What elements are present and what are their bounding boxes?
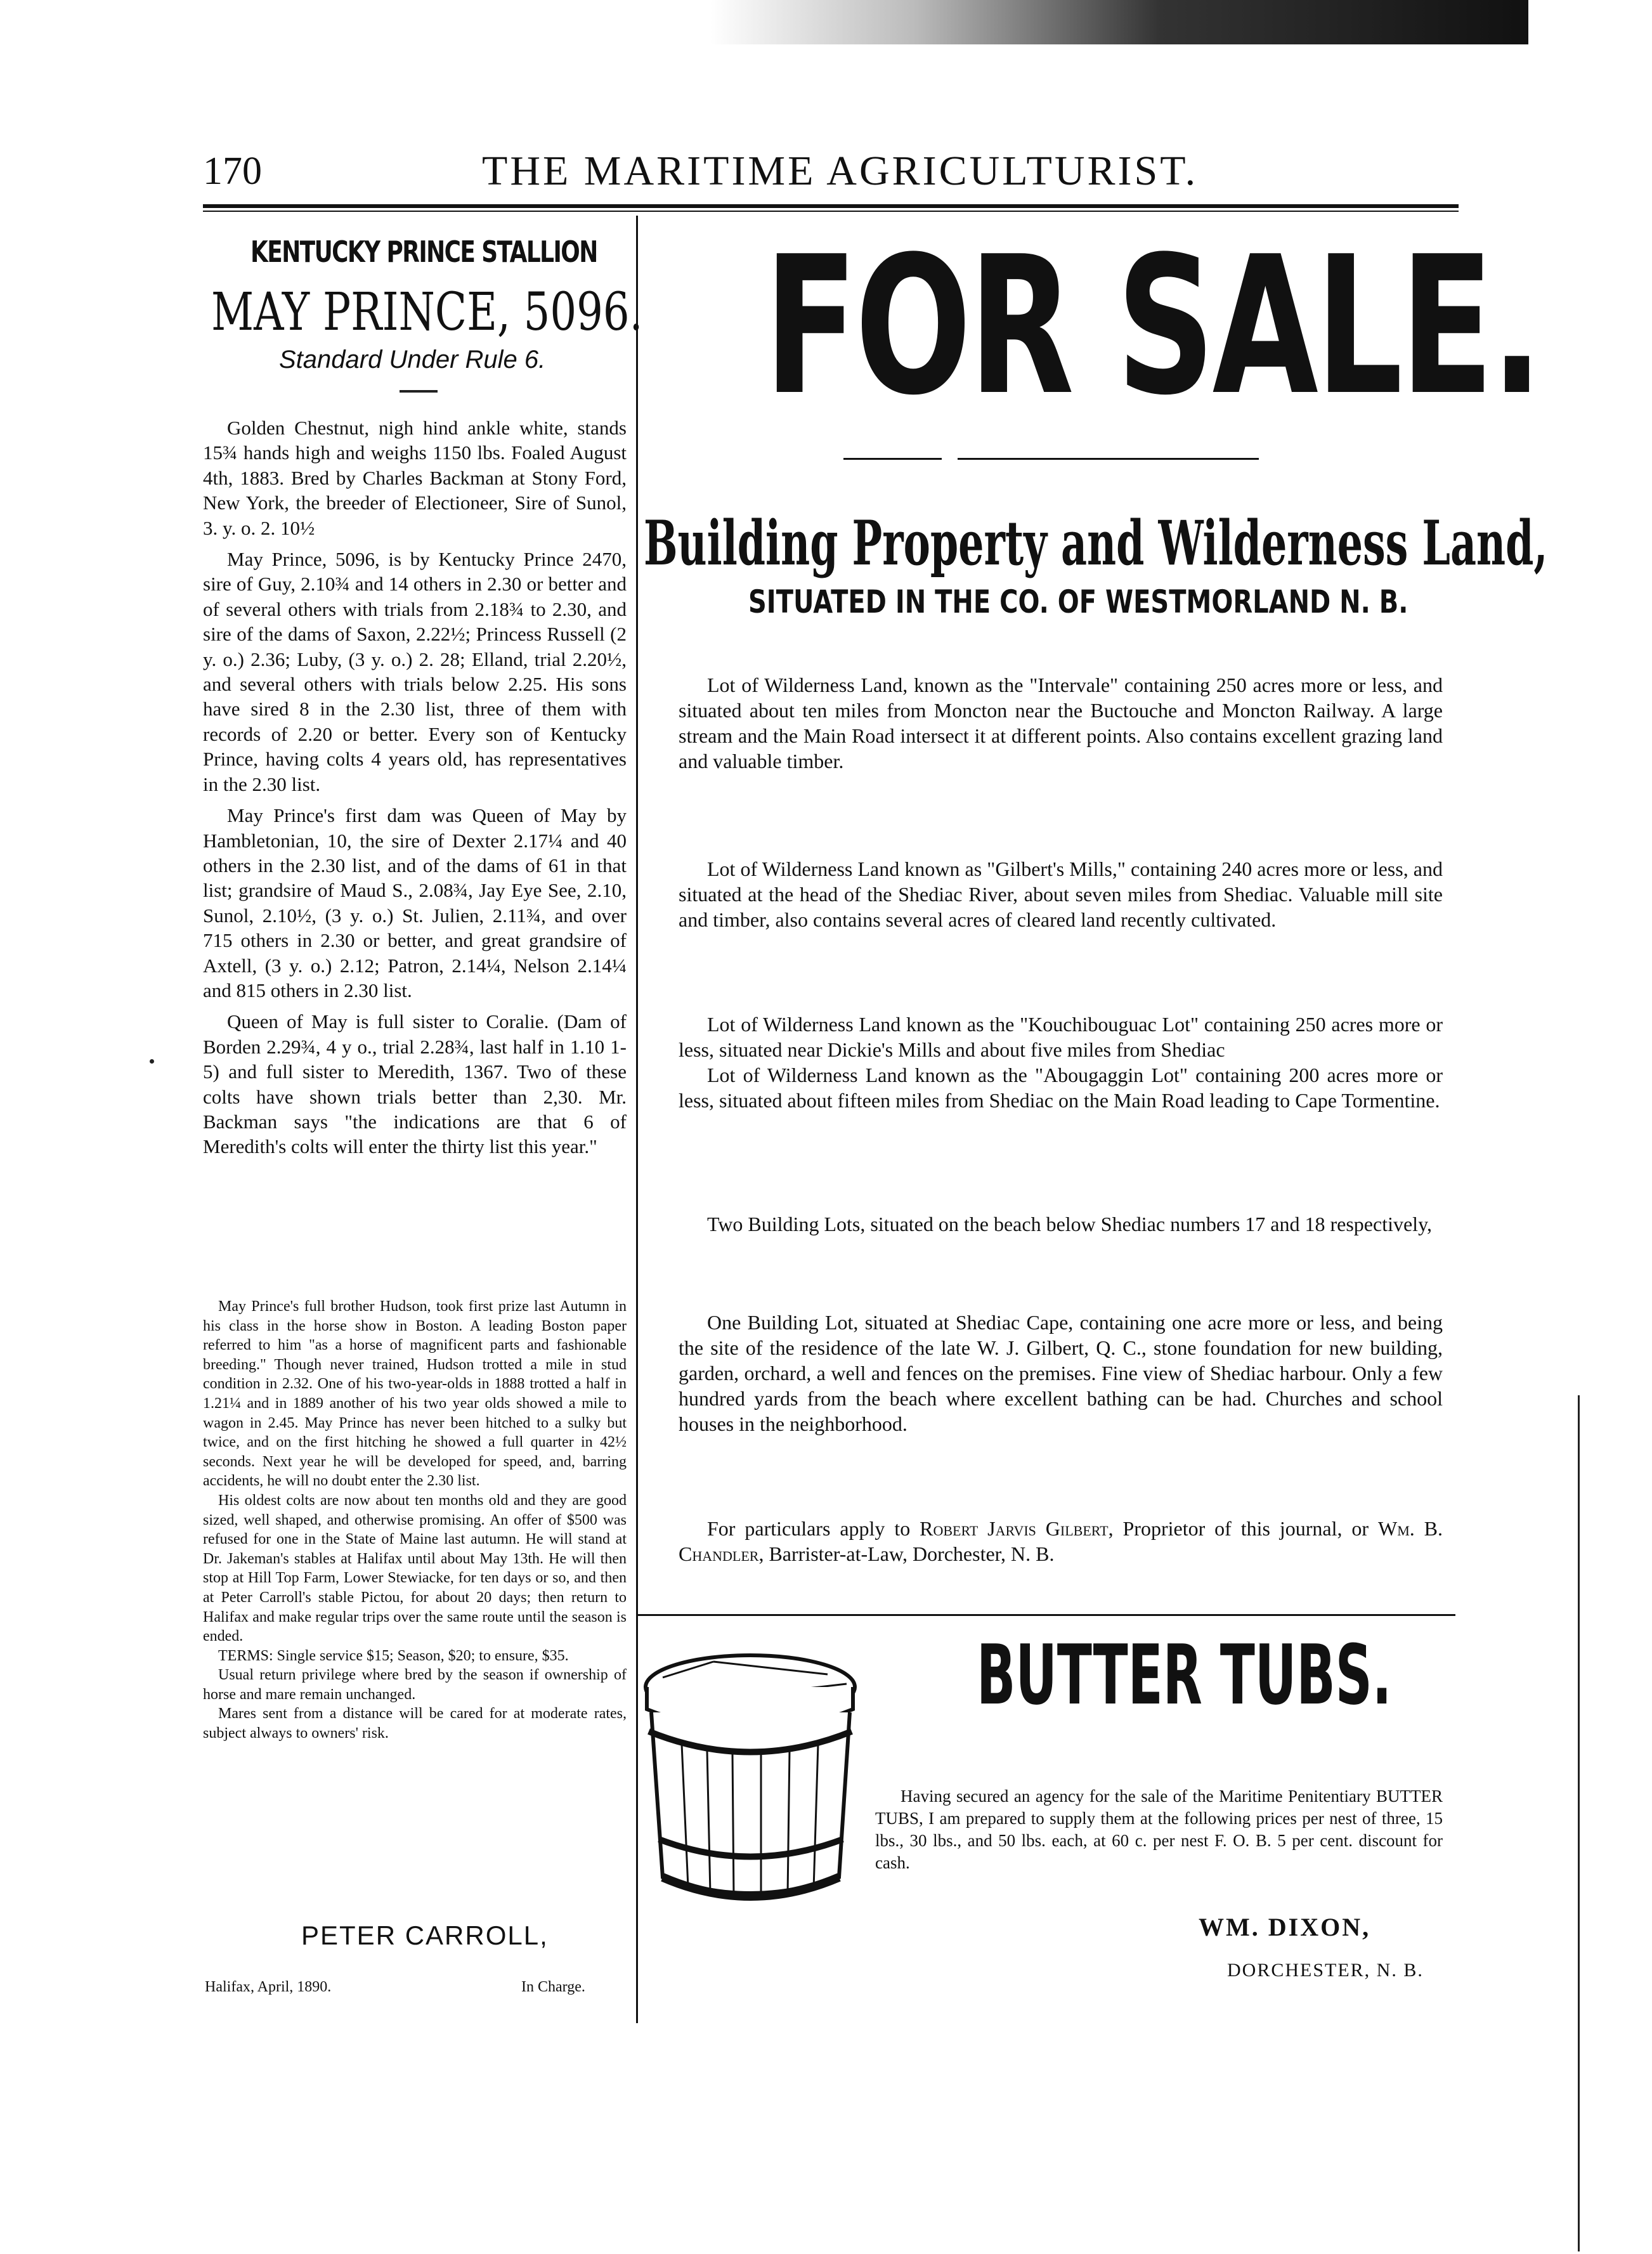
lot-kouchibouguac: [679, 1012, 1443, 1113]
scan-edge-shadow: [710, 0, 1528, 44]
stallion-paragraph: May Prince's first dam was Queen of May by Hambletonian, 10, the sire of Dexter 2.17¼ and 40 others in the 2.30 list, and of the dams of 61 in that list; grandsire of Maud S., 2.08¾, Jay Eye See, 2.10, Sunol, 2.10½, (3 y. o.) St. Julien, 2.11¾, and over 715 others in 2.30 or better, and great grandsire of Axtell, (3 y. o.) 2.12; Patron, 2.14¼, Nelson 2.14¼ and 815 others in 2.30 list.: [203, 804, 627, 1001]
stallion-signature: PETER CARROLL,: [301, 1920, 549, 1950]
stallion-standard: Standard Under Rule 6.: [279, 346, 546, 374]
contact-suffix: Barrister-at-Law, Dorchester, N. B.: [764, 1542, 1055, 1565]
butter-tubs-text: [875, 1785, 1443, 1874]
butter-tubs-headline: BUTTER TUBS.: [977, 1627, 1392, 1723]
for-sale-contact: [679, 1516, 1443, 1567]
short-rule: [400, 390, 438, 393]
lot-description: Lot of Wilderness Land known as the "Kouchibouguac Lot" containing 250 acres more or less, situated near Dickie's Mills and about five miles from Shediac: [679, 1013, 1443, 1061]
butter-tubs-advertiser: WM. DIXON,: [1199, 1913, 1371, 1941]
stallion-small-paragraph: Mares sent from a distance will be cared for at moderate rates, subject always to owners' risk.: [203, 1705, 627, 1742]
scan-artifact-dot: [150, 1059, 154, 1064]
for-sale-location: SITUATED IN THE CO. OF WESTMORLAND N. B.: [748, 583, 1408, 620]
lot-gilberts-mills: [679, 856, 1443, 932]
stallion-terms: TERMS: Single service $15; Season, $20; to ensure, $35.: [218, 1647, 569, 1664]
lot-description: One Building Lot, situated at Shediac Cape, containing one acre more or less, and being the site of the residence of the late W. J. Gilbert, Q. C., stone foundation for new building, garden, orchard, a well and fences on the premises. Fine view of Shediac harbour. Only a few hundred yards from the beach where excellent bathing can be had. Churches and school houses in the neighborhood.: [679, 1311, 1443, 1435]
lot-description: Lot of Wilderness Land, known as the "Intervale" containing 250 acres more or less, and situated about ten miles from Moncton near the Buctouche and Moncton Railway. A large stream and the Main Road intersect it at different points. Also contains excellent grazing land and valuable timber.: [679, 674, 1443, 772]
contact-line: [679, 1516, 1443, 1567]
stallion-in-charge: In Charge.: [521, 1979, 585, 1995]
lot-description: Lot of Wilderness Land known as the "Abougaggin Lot" containing 200 acres more or less, situated about fifteen miles from Shediac on the Main Road leading to Cape Tormentine.: [679, 1064, 1443, 1112]
for-sale-subhead: Building Property and Wilderness Land,: [644, 507, 1548, 579]
butter-tub-illustration: [637, 1649, 862, 1915]
butter-tubs-paragraph: Having secured an agency for the sale of the Maritime Penitentiary BUTTER TUBS, I am prepared to supply them at the following prices per nest of three, 15 lbs., 30 lbs., and 50 lbs. each, at 60 c. per nest F. O. B. 5 per cent. discount for cash.: [875, 1787, 1443, 1872]
stallion-paragraph: Golden Chestnut, nigh hind ankle white, stands 15¾ hands high and weighs 1150 lbs. Foaled August 4th, 1883. Bred by Charles Backman at Stony Ford, New York, the breeder of Electioneer, Sire of Sunol, 3. y. o. 2. 10½: [203, 417, 627, 539]
scan-artifact-line: [1578, 1395, 1580, 2251]
contact-mid: Proprietor of this journal, or: [1113, 1517, 1378, 1540]
stallion-small-paragraph: His oldest colts are now about ten months old and they are good sized, well shaped, and otherwise promising. An offer of $500 was refused for one in the State of Maine last autumn. He will stand at Dr. Jakeman's stables at Halifax until about May 13th. He will then stop at Hill Top Farm, Lower Stewiacke, for ten days or so, and then at Peter Carroll's stable Pictou, for about 20 days; then return to Halifax and make regular trips over the same route until the season is ended.: [203, 1492, 627, 1645]
contact-prefix: For particulars apply to: [707, 1517, 920, 1540]
stallion-body: [203, 415, 627, 1166]
stallion-small-paragraph: Usual return privilege where bred by the season if ownership of horse and mare remain unchanged.: [203, 1667, 627, 1703]
for-sale-divider: [843, 458, 942, 460]
stallion-name: MAY PRINCE, 5096.: [211, 282, 643, 342]
page-number: 170: [203, 150, 262, 193]
running-title: THE MARITIME AGRICULTURIST.: [482, 148, 1199, 194]
stallion-dateline: Halifax, April, 1890.: [205, 1979, 332, 1995]
stallion-small-paragraph: May Prince's full brother Hudson, took first prize last Autumn in his class in the horse show in Boston. A leading Boston paper referred to him "as a horse of magnificent parts and fashionable breeding." Though never trained, Hudson trotted a mile in stud condition in 2.32. One of his two-year-olds in 1888 trotted a half in 1.21¼ and in 1889 another of his two year olds showed a mile to wagon in 2.45. May Prince has never been hitched to a sulky but twice, and on the first hitching he showed a full quarter in 42½ seconds. Next year he will be developed for speed, and, barring accidents, he will no doubt enter the 2.30 list.: [203, 1298, 627, 1490]
lot-description: Lot of Wilderness Land known as "Gilbert's Mills," containing 240 acres more or less, and situated at the head of the Shediac River, about seven miles from Shediac. Valuable mill site and timber, also contains several acres of cleared land recently cultivated.: [679, 857, 1443, 931]
stallion-kicker: KENTUCKY PRINCE STALLION: [250, 235, 597, 269]
header-rule-thick: [203, 204, 1459, 208]
stallion-paragraph: May Prince, 5096, is by Kentucky Prince 2470, sire of Guy, 2.10¾ and 14 others in 2.30 or better and of several others with trials from 2.18¾ to 2.30, and sire of the dams of Saxon, 2.22½; Princess Russell (2 y. o.) 2.36; Luby, (3 y. o.) 2. 28; Elland, trial 2.20½, and several others with trials below 2.25. His sons have sired 8 in the 2.30 list, three of them with records of 2.20 or better. Every son of Kentucky Prince, having colts 4 years old, has representatives in the 2.30 list.: [203, 548, 627, 795]
stallion-paragraph: Queen of May is full sister to Coralie. (Dam of Borden 2.29¾, 4 y o., trial 2.28¾, last half in 1.10 1-5) and full sister to Meredith, 1367. Two of these colts have shown trials better than 2,30. Mr. Backman says "the indications are that 6 of Meredith's colts will enter the thirty list this year.": [203, 1010, 627, 1158]
lot-building-lots: [679, 1211, 1443, 1237]
lot-intervale: [679, 672, 1443, 774]
for-sale-headline: FOR SALE.: [764, 216, 1540, 437]
contact-name-gilbert: Robert Jarvis Gilbert,: [920, 1517, 1114, 1540]
header-rule-thin: [203, 211, 1459, 212]
lot-shediac-cape: [679, 1310, 1443, 1436]
butter-tubs-address: DORCHESTER, N. B.: [1227, 1960, 1424, 1981]
for-sale-divider: [958, 458, 1259, 460]
contact-name-chandler: Wm. B. Chandler,: [679, 1517, 1443, 1565]
stallion-small-print: [203, 1297, 627, 1743]
lot-description: Two Building Lots, situated on the beach below Shediac numbers 17 and 18 respectively,: [707, 1213, 1432, 1235]
butter-tubs-divider: [637, 1614, 1455, 1616]
